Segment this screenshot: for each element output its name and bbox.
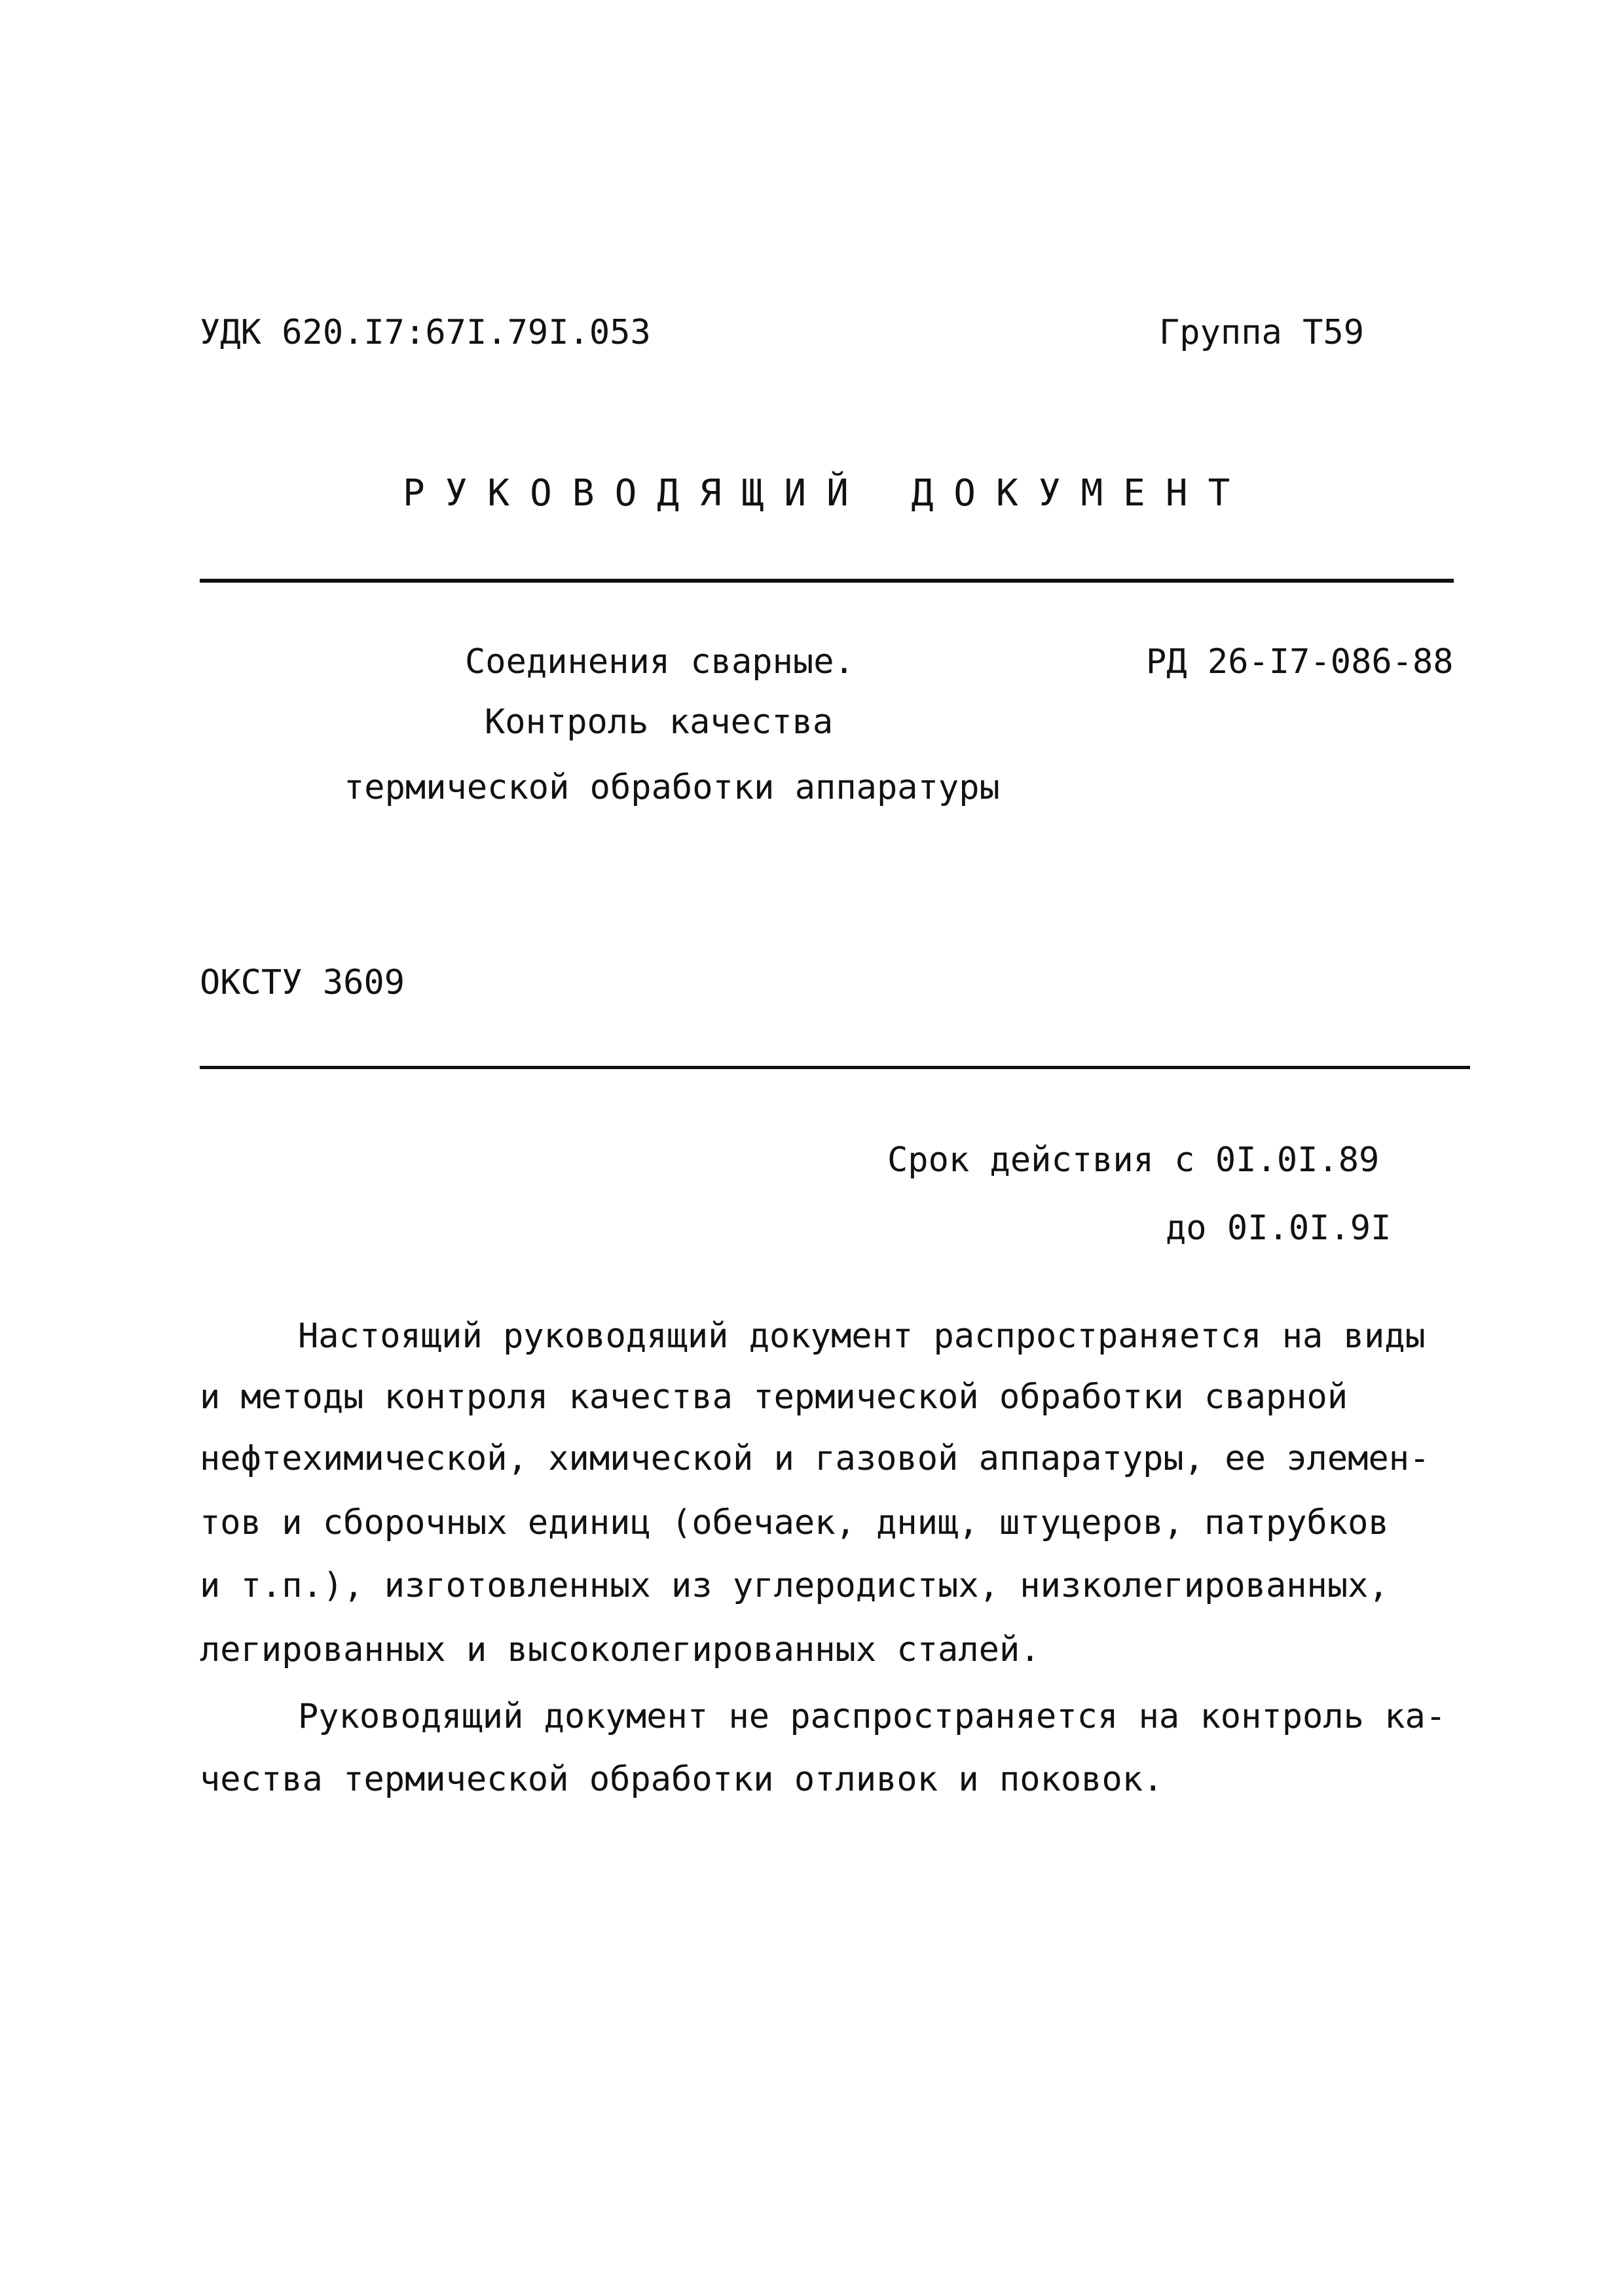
body-paragraph-1-line-5: и т.п.), изготовленных из углеродистых, низколегированных, [200,1566,1389,1605]
body-paragraph-1-line-3: нефтехимической, химической и газовой аппаратуры, ее элемен- [200,1439,1430,1478]
body-paragraph-1-line-4: тов и сборочных единиц (обечаек, днищ, штуцеров, патрубков [200,1503,1389,1542]
validity-to: до 0I.0I.9I [1166,1209,1392,1248]
body-paragraph-1-line-1: Настоящий руководящий документ распространяется на виды [298,1317,1426,1356]
body-paragraph-2-line-2: чества термической обработки отливок и поковок. [200,1760,1164,1799]
middle-horizontal-rule [200,1066,1470,1069]
group-code: Группа Т59 [1159,313,1365,352]
document-type-title: РУКОВОДЯЩИЙ ДОКУМЕНТ [403,472,1251,515]
udk-code: УДК 620.I7:67I.79I.053 [200,313,651,352]
validity-from: Срок действия с 0I.0I.89 [887,1140,1380,1180]
body-paragraph-1-line-2: и методы контроля качества термической обработки сварной [200,1377,1348,1417]
top-horizontal-rule [200,579,1454,583]
title-line-2: Контроль качества [485,702,834,742]
oksту-code: ОКСТУ 3609 [200,963,405,1002]
document-code: РД 26-I7-086-88 [1146,642,1454,682]
title-line-1: Соединения сварные. [465,642,855,682]
title-line-3: термической обработки аппаратуры [344,768,1000,807]
body-paragraph-1-line-6: легированных и высоколегированных сталей. [200,1630,1041,1669]
body-paragraph-2-line-1: Руководящий документ не распространяется на контроль ка- [298,1697,1447,1736]
